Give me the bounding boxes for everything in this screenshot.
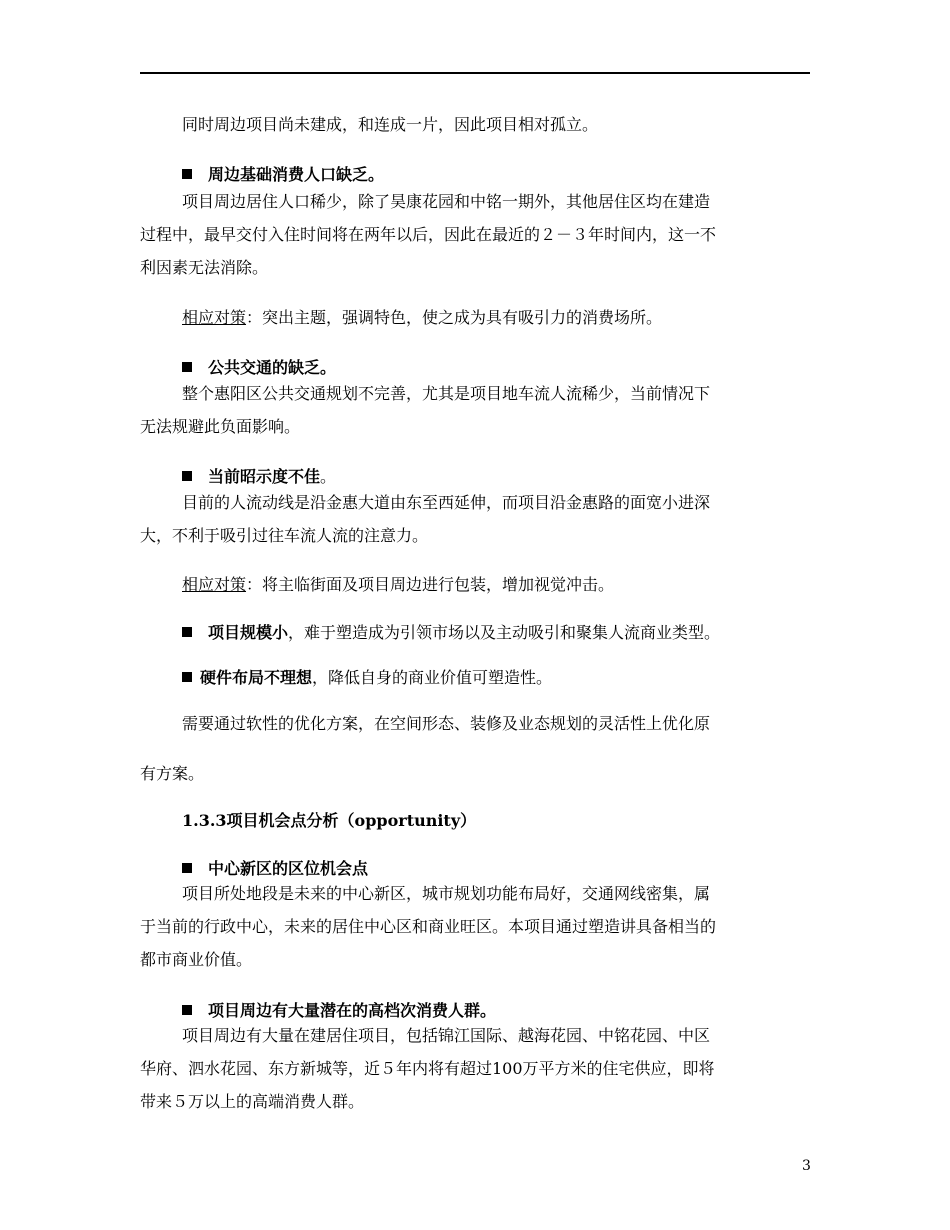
countermeasure-1: 相应对策：突出主题，强调特色，使之成为具有吸引力的消费场所。 — [182, 308, 663, 327]
heading-consumers: 项目周边有大量潜在的高档次消费人群。 — [140, 994, 852, 1027]
paragraph-population: 项目周边居住人口稀少，除了昊康花园和中铭一期外，其他居住区均在建造 过程中，最早交付入住时间将在两年以后，因此在最近的２－３年时间内，这一不 利因素无法消除。 — [140, 192, 717, 277]
intro-paragraph: 同时周边项目尚未建成，和连成一片，因此项目相对孤立。 — [182, 115, 599, 134]
paragraph-transport: 整个惠阳区公共交通规划不完善，尤其是项目地车流人流稀少，当前情况下 无法规避此负面影响。 — [140, 384, 711, 436]
page-number: 3 — [802, 1158, 811, 1174]
heading-population: 周边基础消费人口缺乏。 — [140, 158, 852, 191]
header-rule — [140, 72, 810, 74]
bullet-square-icon — [182, 362, 192, 372]
heading-small-scale: 项目规模小，难于塑造成为引领市场以及主动吸引和聚集人流商业类型。 — [140, 616, 852, 649]
heading-layout: 硬件布局不理想，降低自身的商业价值可塑造性。 — [140, 661, 852, 694]
heading-visibility: 当前昭示度不佳。 — [140, 460, 852, 493]
bullet-square-icon — [182, 672, 192, 682]
paragraph-visibility: 目前的人流动线是沿金惠大道由东至西延伸，而项目沿金惠路的面宽小进深 大，不利于吸引过往车流人流的注意力。 — [140, 493, 711, 545]
section-heading-opportunity: 1.3.3项目机会点分析（opportunity） — [182, 811, 477, 830]
paragraph-consumers: 项目周边有大量在建居住项目，包括锦江国际、越海花园、中铭花园、中区 华府、泗水花园、东方新城等，近５年内将有超过100万平方米的住宅供应，即将 带来５万以上的高端消费人群。 — [140, 1026, 715, 1111]
paragraph-optimization-1: 需要通过软性的优化方案，在空间形态、装修及业态规划的灵活性上优化原 — [182, 714, 711, 733]
heading-location: 中心新区的区位机会点 — [140, 852, 852, 885]
bullet-square-icon — [182, 169, 192, 179]
bullet-square-icon — [182, 1005, 192, 1015]
heading-transport: 公共交通的缺乏。 — [140, 351, 852, 384]
bullet-square-icon — [182, 471, 192, 481]
bullet-square-icon — [182, 863, 192, 873]
bullet-square-icon — [182, 627, 192, 637]
countermeasure-2: 相应对策：将主临街面及项目周边进行包装，增加视觉冲击。 — [182, 575, 615, 594]
paragraph-optimization-2: 有方案。 — [140, 764, 205, 783]
paragraph-location: 项目所处地段是未来的中心新区，城市规划功能布局好，交通网线密集，属 于当前的行政中心，未来的居住中心区和商业旺区。本项目通过塑造讲具备相当的 都市商业价值。 — [140, 884, 717, 969]
